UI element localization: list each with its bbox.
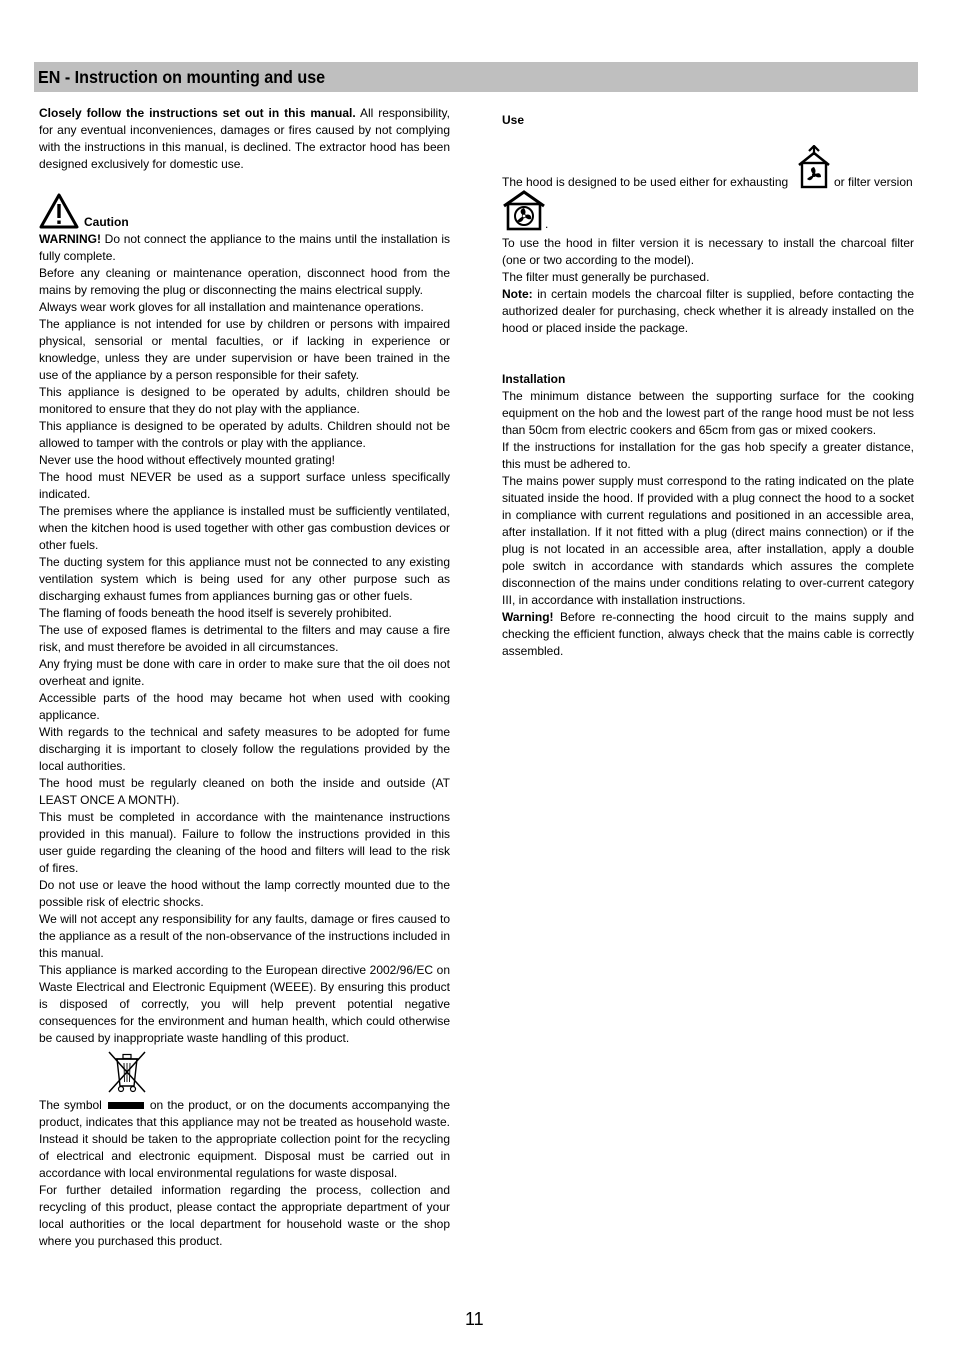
exhaust-house-icon [796, 145, 832, 189]
safety-paragraph: The ducting system for this appliance must not be connected to any existing ventilation system which is being used for any other purpose such as discharging exhaust fumes from appliances burning gas or other fuels. [39, 555, 450, 603]
safety-paragraph: Any frying must be done with care in order to make sure that the oil does not overheat and ignite. [39, 657, 450, 688]
black-bar-icon [108, 1102, 144, 1109]
intro-bold: Closely follow the instructions set out in this manual. [39, 106, 356, 120]
warning-triangle-icon [39, 193, 79, 229]
safety-paragraph: Do not use or leave the hood without the lamp correctly mounted due to the possible risk of electric shocks. [39, 878, 450, 909]
safety-paragraph: Always wear work gloves for all installation and maintenance operations. [39, 300, 424, 314]
page-title: EN - Instruction on mounting and use [38, 67, 326, 87]
intro-paragraph [39, 105, 450, 173]
warning-reconnect-bold: Warning! [502, 610, 554, 624]
safety-paragraph: Accessible parts of the hood may became hot when used with cooking applicance. [39, 691, 450, 722]
use-intro-line [502, 129, 914, 189]
safety-paragraph: Before any cleaning or maintenance operation, disconnect hood from the mains by removing the plug or disconnecting the mains electrical supply. [39, 266, 450, 297]
safety-paragraph: This must be completed in accordance with the maintenance instructions provided in this manual). Failure to follow the instructions provided in this user guide regarding the cleaning of the hood and filters will lead to the risk of fires. [39, 810, 450, 875]
symbol-text-rest: on the product, or on the documents accompanying the product, indicates that this appliance may not be treated as household waste. Instead it should be taken to the appropriate collection point for the recycling of electrical and electronic equipment. Disposal must be carried out in accordance with local environmental regulations for waste disposal. [39, 1098, 450, 1180]
crossed-bin-icon [105, 1048, 149, 1094]
safety-paragraph: The hood must NEVER be used as a support surface unless specifically indicated. [39, 470, 450, 501]
final-paragraph: For further detailed information regarding the process, collection and recycling of this product, please contact the appropriate department of your local authorities or the local department for household waste or the shop where you purchased this product. [39, 1183, 450, 1248]
installation-heading: Installation [502, 372, 566, 386]
safety-paragraph: The appliance is not intended for use by children or persons with impaired physical, sensorial or mental faculties, or if lacking in experience or knowledge, unless they are under supervision or have been trained in the use of the appliance by a person responsible for their safety. [39, 317, 450, 382]
warning-bold: WARNING! [39, 232, 101, 246]
use-text-filter: or filter version [834, 175, 913, 189]
weee-paragraph: This appliance is marked according to the European directive 2002/96/EC on Waste Electrical and Electronic Equipment (WEEE). By ensuring this product is disposed of correctly, you will help prevent potential negative consequences for the environment and human health, which could otherwise be caused by inappropriate waste handling of this product. [39, 963, 450, 1045]
installation-paragraph: If the instructions for installation for the gas hob specify a greater distance, this must be adhered to. [502, 440, 914, 471]
page-number: 11 [465, 1309, 484, 1329]
symbol-paragraph [39, 1097, 450, 1182]
filter-dot: . [545, 217, 549, 231]
use-text-exhaust: The hood is designed to be used either for exhausting [502, 175, 789, 189]
use-heading: Use [502, 113, 525, 127]
note-text: in certain models the charcoal filter is supplied, before contacting the authorized dealer for purchasing, check whether it is already installed on the hood or placed inside the package. [502, 287, 914, 335]
safety-paragraph: We will not accept any responsibility for any faults, damage or fires caused to the appliance as a result of the non-observance of the instructions included in this manual. [39, 912, 450, 960]
safety-paragraph: Never use the hood without effectively mounted grating! [39, 453, 335, 467]
section-spacer [502, 337, 914, 371]
warning-reconnect-paragraph [502, 609, 914, 660]
safety-paragraph: This appliance is designed to be operated by adults. Children should not be allowed to tamper with the controls or play with the appliance. [39, 419, 450, 450]
weee-symbol-row [39, 1047, 450, 1097]
intro-text: All responsibility, for any eventual inconveniences, damages or fires caused by not complying with the instructions in this manual, is declined. The extractor hood has been designed exclusively for domestic use. [39, 106, 450, 171]
use-paragraph: The filter must generally be purchased. [502, 270, 710, 284]
installation-paragraph: The mains power supply must correspond to the rating indicated on the plate situated inside the hood. If provided with a plug connect the hood to a socket in compliance with current regulations and positioned in an accessible area, after installation. If it not fitted with a plug (direct mains connection) or if the plug is not located in an accessible area, after installation, apply a double pole switch in accordance with standards which assures the complete disconnection of the mains under conditions relating to over-current category III, in accordance with installation instructions. [502, 474, 914, 607]
safety-paragraph: With regards to the technical and safety measures to be adopted for fume discharging it is important to closely follow the regulations provided by the local authorities. [39, 725, 450, 773]
use-paragraph: To use the hood in filter version it is necessary to install the charcoal filter (one or two according to the model). [502, 236, 914, 267]
safety-paragraph: The hood must be regularly cleaned on both the inside and outside (AT LEAST ONCE A MONTH). [39, 776, 450, 807]
warning-text: Do not connect the appliance to the mains until the installation is fully complete. [39, 232, 450, 263]
safety-paragraph: This appliance is designed to be operated by adults, children should be monitored to ensure that they do not play with the appliance. [39, 385, 450, 416]
caution-label: Caution [84, 215, 129, 229]
warning-paragraph [39, 231, 450, 265]
safety-paragraph: The use of exposed flames is detrimental to the filters and may cause a fire risk, and must therefore be avoided in all circumstances. [39, 623, 450, 654]
right-column [502, 112, 914, 660]
safety-paragraph: The flaming of foods beneath the hood itself is severely prohibited. [39, 606, 392, 620]
header-bar [34, 62, 918, 92]
caution-heading [39, 193, 450, 231]
note-paragraph [502, 286, 914, 337]
safety-paragraph: The premises where the appliance is installed must be sufficiently ventilated, when the kitchen hood is used together with other gas combustion devices or other fuels. [39, 504, 450, 552]
symbol-text-start: The symbol [39, 1098, 102, 1112]
filter-house-icon [502, 189, 549, 231]
installation-paragraph: The minimum distance between the supporting surface for the cooking equipment on the hob and the lowest part of the range hood must be not less than 50cm from electric cookers and 65cm from gas or mixed cookers. [502, 389, 914, 437]
note-bold: Note: [502, 287, 533, 301]
warning-reconnect-text: Before re-connecting the hood circuit to the mains supply and checking the efficient function, always check that the mains cable is correctly assembled. [502, 610, 914, 658]
left-column [39, 105, 450, 1250]
filter-icon-row [502, 189, 914, 235]
